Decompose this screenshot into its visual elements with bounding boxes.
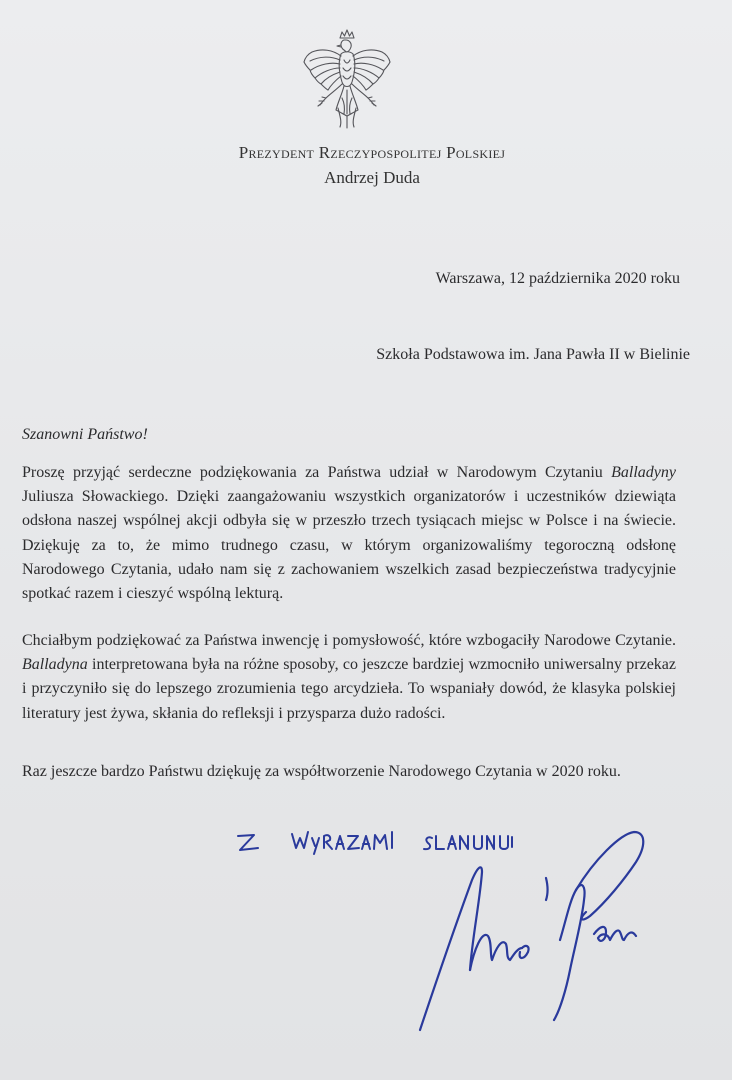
eagle-emblem-icon — [300, 28, 394, 130]
paragraph-2 — [22, 629, 676, 726]
paragraph-1-text-a: Proszę przyjąć serdeczne podziękowania za Państwa udział w Narodowym Czytaniu — [22, 464, 612, 481]
paragraph-2-text-b: interpretowana była na różne sposoby, co jeszcze bardziej wzmocniło uniwersalny przekaz i przyczyniło się do lepszego zrozumienia tego arcydzieła. To wspaniały dowód, że klasyka polskiej literatury jest żywa, skłania do refleksji i przysparza dużo radości. — [22, 656, 676, 722]
office-holder-name: Andrzej Duda — [324, 168, 420, 187]
paragraph-2-text-a: Chciałbym podziękować za Państwa inwencję i pomysłowość, które wzbogaciły Narodowe Czytanie. — [22, 632, 676, 649]
date-line: Warszawa, 12 października 2020 roku — [435, 270, 680, 287]
paragraph-2-title: Balladyna — [22, 656, 88, 674]
recipient-line: Szkoła Podstawowa im. Jana Pawła II w Bielinie — [376, 346, 690, 363]
salutation: Szanowni Państwo! — [22, 426, 148, 443]
paragraph-1 — [22, 461, 676, 606]
office-title: Prezydent Rzeczypospolitej Polskiej — [238, 143, 506, 162]
paragraph-1-title: Balladyny — [611, 464, 676, 481]
paragraph-3: Raz jeszcze bardzo Państwu dziękuję za współtworzenie Narodowego Czytania w 2020 roku. — [22, 763, 621, 780]
signature-image — [410, 820, 660, 1050]
paragraph-1-text-b: Juliusza Słowackiego. Dzięki zaangażowaniu wszystkich organizatorów i uczestników dziewiąta odsłona naszej wspólnej akcji odbyła się w przeszło trzech tysiącach miejsc w Polsce i na świecie. Dziękuję za to, że mimo trudnego czasu, w którym organizowaliśmy tegoroczną odsłonę Narodowego Czytania, udało nam się z zachowaniem wszelkich zasad bezpieczeństwa tradycyjnie spotkać razem i cieszyć wspólną lekturą. — [22, 488, 676, 603]
